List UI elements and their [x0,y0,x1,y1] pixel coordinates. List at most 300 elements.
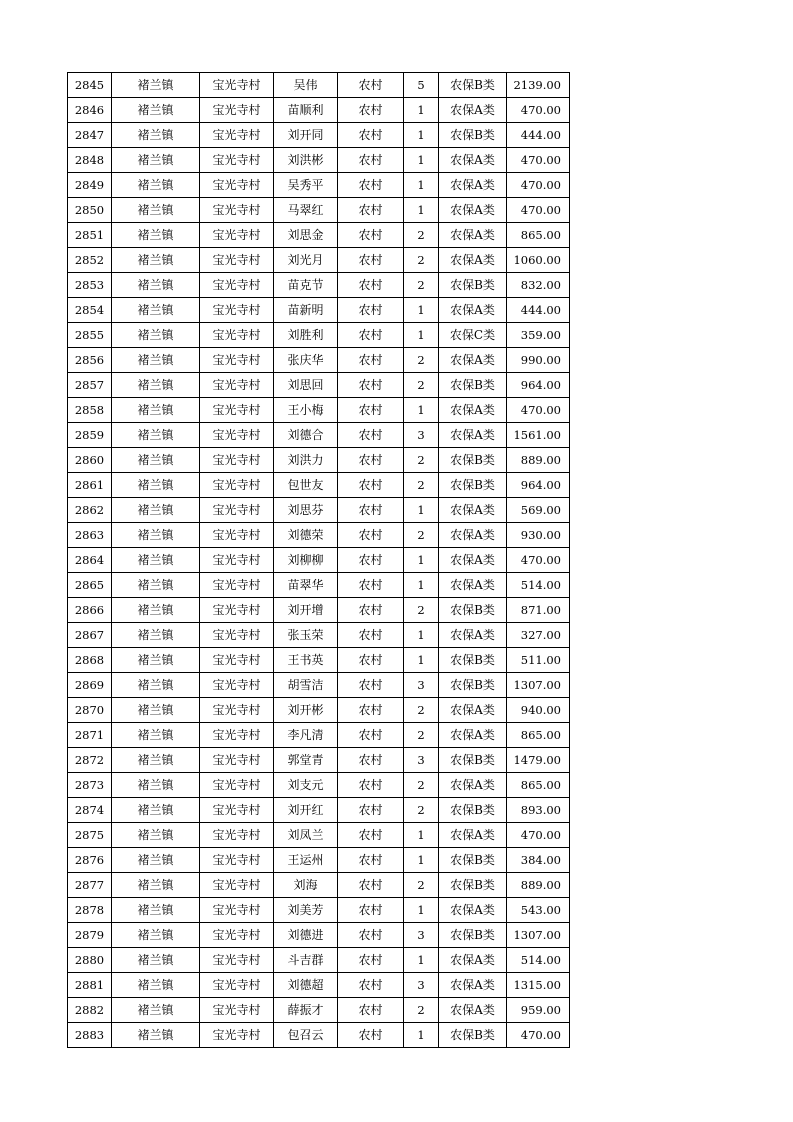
village-cell: 宝光寺村 [200,723,274,748]
town-cell: 褚兰镇 [112,348,200,373]
category-cell: 农保B类 [439,373,507,398]
village-cell: 宝光寺村 [200,223,274,248]
amount-cell: 444.00 [507,123,570,148]
household-size-cell: 1 [404,173,439,198]
row-id-cell: 2876 [68,848,112,873]
category-cell: 农保A类 [439,423,507,448]
name-cell: 刘胜利 [274,323,338,348]
village-cell: 宝光寺村 [200,673,274,698]
town-cell: 褚兰镇 [112,173,200,198]
town-cell: 褚兰镇 [112,498,200,523]
household-size-cell: 1 [404,648,439,673]
row-id-cell: 2881 [68,973,112,998]
name-cell: 郭堂青 [274,748,338,773]
table-row [68,273,570,298]
amount-cell: 964.00 [507,473,570,498]
village-cell: 宝光寺村 [200,548,274,573]
table-row [68,473,570,498]
amount-cell: 889.00 [507,873,570,898]
amount-cell: 543.00 [507,898,570,923]
category-cell: 农保B类 [439,473,507,498]
category-cell: 农保A类 [439,548,507,573]
household-size-cell: 3 [404,973,439,998]
household-size-cell: 2 [404,698,439,723]
village-cell: 宝光寺村 [200,898,274,923]
area-type-cell: 农村 [338,123,404,148]
category-cell: 农保B类 [439,1023,507,1048]
village-cell: 宝光寺村 [200,1023,274,1048]
area-type-cell: 农村 [338,673,404,698]
name-cell: 刘光月 [274,248,338,273]
amount-cell: 514.00 [507,948,570,973]
village-cell: 宝光寺村 [200,248,274,273]
area-type-cell: 农村 [338,798,404,823]
row-id-cell: 2879 [68,923,112,948]
category-cell: 农保B类 [439,848,507,873]
row-id-cell: 2882 [68,998,112,1023]
amount-cell: 384.00 [507,848,570,873]
row-id-cell: 2883 [68,1023,112,1048]
area-type-cell: 农村 [338,223,404,248]
village-cell: 宝光寺村 [200,498,274,523]
name-cell: 刘开彬 [274,698,338,723]
row-id-cell: 2855 [68,323,112,348]
table-row [68,898,570,923]
table-row [68,698,570,723]
category-cell: 农保B类 [439,123,507,148]
name-cell: 王小梅 [274,398,338,423]
area-type-cell: 农村 [338,1023,404,1048]
town-cell: 褚兰镇 [112,748,200,773]
village-cell: 宝光寺村 [200,648,274,673]
table-row [68,623,570,648]
row-id-cell: 2868 [68,648,112,673]
amount-cell: 470.00 [507,548,570,573]
name-cell: 刘洪力 [274,448,338,473]
amount-cell: 470.00 [507,173,570,198]
name-cell: 苗新明 [274,298,338,323]
table-row [68,323,570,348]
town-cell: 褚兰镇 [112,648,200,673]
category-cell: 农保A类 [439,523,507,548]
name-cell: 苗克节 [274,273,338,298]
row-id-cell: 2864 [68,548,112,573]
category-cell: 农保A类 [439,998,507,1023]
table-row [68,998,570,1023]
category-cell: 农保C类 [439,323,507,348]
town-cell: 褚兰镇 [112,623,200,648]
amount-cell: 1060.00 [507,248,570,273]
town-cell: 褚兰镇 [112,598,200,623]
amount-cell: 990.00 [507,348,570,373]
area-type-cell: 农村 [338,623,404,648]
table-row [68,748,570,773]
town-cell: 褚兰镇 [112,698,200,723]
area-type-cell: 农村 [338,573,404,598]
household-size-cell: 2 [404,473,439,498]
village-cell: 宝光寺村 [200,423,274,448]
row-id-cell: 2880 [68,948,112,973]
amount-cell: 327.00 [507,623,570,648]
table-row [68,348,570,373]
table-row [68,598,570,623]
area-type-cell: 农村 [338,598,404,623]
town-cell: 褚兰镇 [112,873,200,898]
row-id-cell: 2862 [68,498,112,523]
row-id-cell: 2869 [68,673,112,698]
amount-cell: 470.00 [507,148,570,173]
table-body [68,73,570,1048]
village-cell: 宝光寺村 [200,323,274,348]
household-size-cell: 2 [404,448,439,473]
table-row [68,573,570,598]
area-type-cell: 农村 [338,373,404,398]
household-size-cell: 1 [404,298,439,323]
town-cell: 褚兰镇 [112,973,200,998]
row-id-cell: 2874 [68,798,112,823]
data-table [67,72,570,1048]
category-cell: 农保A类 [439,573,507,598]
row-id-cell: 2870 [68,698,112,723]
household-size-cell: 1 [404,623,439,648]
amount-cell: 569.00 [507,498,570,523]
town-cell: 褚兰镇 [112,448,200,473]
village-cell: 宝光寺村 [200,848,274,873]
table-row [68,73,570,98]
town-cell: 褚兰镇 [112,773,200,798]
category-cell: 农保A类 [439,773,507,798]
row-id-cell: 2878 [68,898,112,923]
household-size-cell: 2 [404,373,439,398]
town-cell: 褚兰镇 [112,523,200,548]
category-cell: 农保B类 [439,448,507,473]
area-type-cell: 农村 [338,748,404,773]
category-cell: 农保B类 [439,673,507,698]
category-cell: 农保A类 [439,348,507,373]
table-row [68,123,570,148]
name-cell: 刘开红 [274,798,338,823]
household-size-cell: 3 [404,423,439,448]
amount-cell: 940.00 [507,698,570,723]
area-type-cell: 农村 [338,923,404,948]
amount-cell: 359.00 [507,323,570,348]
amount-cell: 470.00 [507,198,570,223]
area-type-cell: 农村 [338,698,404,723]
name-cell: 苗顺利 [274,98,338,123]
category-cell: 农保A类 [439,223,507,248]
village-cell: 宝光寺村 [200,873,274,898]
name-cell: 刘柳柳 [274,548,338,573]
category-cell: 农保B类 [439,873,507,898]
name-cell: 吴秀平 [274,173,338,198]
town-cell: 褚兰镇 [112,198,200,223]
household-size-cell: 3 [404,673,439,698]
household-size-cell: 2 [404,348,439,373]
name-cell: 刘凤兰 [274,823,338,848]
name-cell: 刘开同 [274,123,338,148]
amount-cell: 865.00 [507,773,570,798]
town-cell: 褚兰镇 [112,948,200,973]
household-size-cell: 1 [404,148,439,173]
village-cell: 宝光寺村 [200,198,274,223]
category-cell: 农保A类 [439,823,507,848]
table-row [68,498,570,523]
area-type-cell: 农村 [338,873,404,898]
amount-cell: 470.00 [507,823,570,848]
area-type-cell: 农村 [338,498,404,523]
area-type-cell: 农村 [338,323,404,348]
area-type-cell: 农村 [338,648,404,673]
table-row [68,373,570,398]
table-row [68,973,570,998]
category-cell: 农保B类 [439,648,507,673]
name-cell: 刘洪彬 [274,148,338,173]
town-cell: 褚兰镇 [112,473,200,498]
village-cell: 宝光寺村 [200,273,274,298]
table-row [68,823,570,848]
row-id-cell: 2863 [68,523,112,548]
area-type-cell: 农村 [338,823,404,848]
village-cell: 宝光寺村 [200,948,274,973]
town-cell: 褚兰镇 [112,73,200,98]
town-cell: 褚兰镇 [112,573,200,598]
village-cell: 宝光寺村 [200,473,274,498]
amount-cell: 1307.00 [507,923,570,948]
area-type-cell: 农村 [338,523,404,548]
amount-cell: 2139.00 [507,73,570,98]
household-size-cell: 1 [404,198,439,223]
town-cell: 褚兰镇 [112,248,200,273]
village-cell: 宝光寺村 [200,123,274,148]
village-cell: 宝光寺村 [200,98,274,123]
category-cell: 农保B类 [439,273,507,298]
row-id-cell: 2851 [68,223,112,248]
table-row [68,148,570,173]
household-size-cell: 2 [404,598,439,623]
town-cell: 褚兰镇 [112,323,200,348]
amount-cell: 930.00 [507,523,570,548]
village-cell: 宝光寺村 [200,448,274,473]
town-cell: 褚兰镇 [112,298,200,323]
area-type-cell: 农村 [338,423,404,448]
household-size-cell: 1 [404,898,439,923]
area-type-cell: 农村 [338,548,404,573]
village-cell: 宝光寺村 [200,773,274,798]
row-id-cell: 2854 [68,298,112,323]
category-cell: 农保A类 [439,698,507,723]
area-type-cell: 农村 [338,198,404,223]
row-id-cell: 2872 [68,748,112,773]
name-cell: 苗翠华 [274,573,338,598]
area-type-cell: 农村 [338,723,404,748]
category-cell: 农保B类 [439,73,507,98]
town-cell: 褚兰镇 [112,98,200,123]
village-cell: 宝光寺村 [200,623,274,648]
household-size-cell: 1 [404,398,439,423]
row-id-cell: 2845 [68,73,112,98]
category-cell: 农保A类 [439,973,507,998]
village-cell: 宝光寺村 [200,798,274,823]
name-cell: 刘支元 [274,773,338,798]
town-cell: 褚兰镇 [112,898,200,923]
table-row [68,298,570,323]
table-row [68,448,570,473]
town-cell: 褚兰镇 [112,823,200,848]
name-cell: 刘思回 [274,373,338,398]
amount-cell: 1561.00 [507,423,570,448]
household-size-cell: 2 [404,798,439,823]
amount-cell: 1307.00 [507,673,570,698]
town-cell: 褚兰镇 [112,123,200,148]
household-size-cell: 3 [404,923,439,948]
village-cell: 宝光寺村 [200,598,274,623]
row-id-cell: 2858 [68,398,112,423]
category-cell: 农保A类 [439,498,507,523]
household-size-cell: 1 [404,823,439,848]
amount-cell: 470.00 [507,98,570,123]
area-type-cell: 农村 [338,998,404,1023]
table-row [68,248,570,273]
category-cell: 农保B类 [439,598,507,623]
row-id-cell: 2847 [68,123,112,148]
category-cell: 农保B类 [439,923,507,948]
amount-cell: 865.00 [507,723,570,748]
village-cell: 宝光寺村 [200,698,274,723]
name-cell: 刘美芳 [274,898,338,923]
table-row [68,523,570,548]
amount-cell: 1315.00 [507,973,570,998]
table-row [68,773,570,798]
row-id-cell: 2860 [68,448,112,473]
town-cell: 褚兰镇 [112,148,200,173]
name-cell: 刘德超 [274,973,338,998]
category-cell: 农保A类 [439,248,507,273]
household-size-cell: 2 [404,223,439,248]
table-row [68,723,570,748]
household-size-cell: 1 [404,573,439,598]
village-cell: 宝光寺村 [200,748,274,773]
table-row [68,848,570,873]
category-cell: 农保A类 [439,148,507,173]
household-size-cell: 2 [404,273,439,298]
area-type-cell: 农村 [338,898,404,923]
town-cell: 褚兰镇 [112,923,200,948]
row-id-cell: 2861 [68,473,112,498]
village-cell: 宝光寺村 [200,298,274,323]
village-cell: 宝光寺村 [200,973,274,998]
household-size-cell: 2 [404,998,439,1023]
village-cell: 宝光寺村 [200,373,274,398]
area-type-cell: 农村 [338,473,404,498]
row-id-cell: 2849 [68,173,112,198]
row-id-cell: 2859 [68,423,112,448]
name-cell: 李凡清 [274,723,338,748]
area-type-cell: 农村 [338,98,404,123]
amount-cell: 470.00 [507,1023,570,1048]
amount-cell: 470.00 [507,398,570,423]
area-type-cell: 农村 [338,148,404,173]
town-cell: 褚兰镇 [112,373,200,398]
name-cell: 薛振才 [274,998,338,1023]
table-row [68,673,570,698]
table-row [68,398,570,423]
amount-cell: 964.00 [507,373,570,398]
town-cell: 褚兰镇 [112,423,200,448]
row-id-cell: 2873 [68,773,112,798]
name-cell: 张庆华 [274,348,338,373]
amount-cell: 865.00 [507,223,570,248]
area-type-cell: 农村 [338,448,404,473]
row-id-cell: 2850 [68,198,112,223]
household-size-cell: 1 [404,98,439,123]
name-cell: 刘开增 [274,598,338,623]
village-cell: 宝光寺村 [200,998,274,1023]
table-row [68,798,570,823]
household-size-cell: 1 [404,548,439,573]
area-type-cell: 农村 [338,173,404,198]
amount-cell: 514.00 [507,573,570,598]
table-row [68,423,570,448]
amount-cell: 832.00 [507,273,570,298]
category-cell: 农保A类 [439,948,507,973]
household-size-cell: 1 [404,1023,439,1048]
row-id-cell: 2866 [68,598,112,623]
row-id-cell: 2846 [68,98,112,123]
area-type-cell: 农村 [338,973,404,998]
table-row [68,173,570,198]
amount-cell: 871.00 [507,598,570,623]
area-type-cell: 农村 [338,398,404,423]
household-size-cell: 1 [404,498,439,523]
name-cell: 刘思芬 [274,498,338,523]
name-cell: 刘德合 [274,423,338,448]
household-size-cell: 2 [404,723,439,748]
category-cell: 农保A类 [439,98,507,123]
household-size-cell: 2 [404,523,439,548]
category-cell: 农保A类 [439,898,507,923]
table-row [68,98,570,123]
name-cell: 吴伟 [274,73,338,98]
town-cell: 褚兰镇 [112,673,200,698]
row-id-cell: 2848 [68,148,112,173]
category-cell: 农保A类 [439,198,507,223]
town-cell: 褚兰镇 [112,273,200,298]
area-type-cell: 农村 [338,298,404,323]
village-cell: 宝光寺村 [200,398,274,423]
row-id-cell: 2875 [68,823,112,848]
household-size-cell: 5 [404,73,439,98]
area-type-cell: 农村 [338,348,404,373]
town-cell: 褚兰镇 [112,398,200,423]
household-size-cell: 1 [404,323,439,348]
name-cell: 胡雪洁 [274,673,338,698]
name-cell: 斗吉群 [274,948,338,973]
amount-cell: 959.00 [507,998,570,1023]
area-type-cell: 农村 [338,73,404,98]
row-id-cell: 2853 [68,273,112,298]
amount-cell: 893.00 [507,798,570,823]
town-cell: 褚兰镇 [112,798,200,823]
area-type-cell: 农村 [338,848,404,873]
village-cell: 宝光寺村 [200,923,274,948]
name-cell: 包世友 [274,473,338,498]
name-cell: 张玉荣 [274,623,338,648]
name-cell: 王书英 [274,648,338,673]
area-type-cell: 农村 [338,273,404,298]
table-row [68,648,570,673]
table-row [68,923,570,948]
category-cell: 农保A类 [439,398,507,423]
